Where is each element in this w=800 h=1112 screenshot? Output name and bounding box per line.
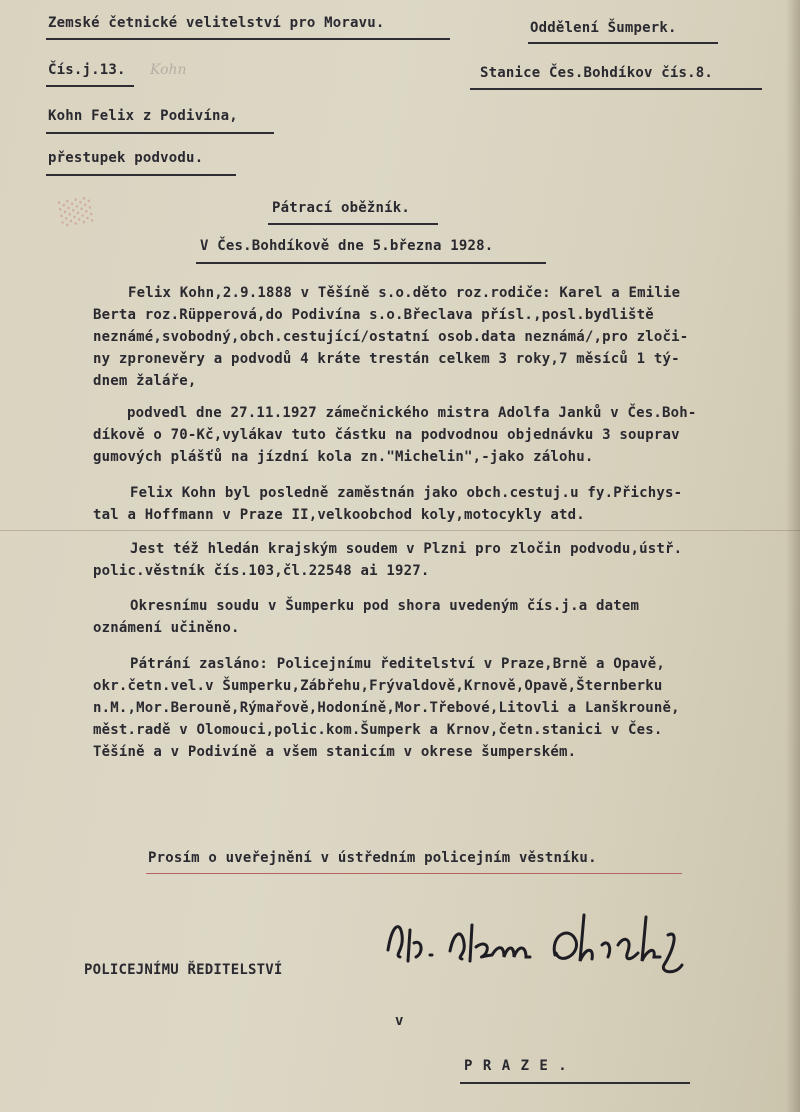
reference-number: Čís.j.13. (48, 62, 126, 78)
recipient-city: P R A Z E . (464, 1058, 568, 1074)
recipient-line: POLICEJNÍMU ŘEDITELSTVÍ (84, 962, 283, 978)
department-underline (528, 42, 718, 44)
department-heading: Oddělení Šumperk. (530, 20, 677, 36)
recipient-preposition: v (395, 1013, 404, 1029)
document-title: Pátrací oběžník. (272, 200, 411, 216)
body-line: měst.radě v Olomouci,polic.kom.Šumperk a Krnov,četn.stanici v Čes. (93, 722, 663, 738)
body-line: Berta roz.Rüpperová,do Podivína s.o.Břeclava přísl.,posl.bydliště (93, 307, 654, 323)
body-line: díkově o 70-Kč,vylákav tuto částku na podvodnou objednávku 3 souprav (93, 427, 680, 443)
body-line: ny zpronevěry a podvodů 4 kráte trestán celkem 3 roky,7 měsíců 1 tý- (93, 351, 680, 367)
publication-request: Prosím o uveřejnění v ústředním policejním věstníku. (148, 850, 597, 866)
reference-underline (46, 85, 134, 87)
body-line: okr.četn.vel.v Šumperku,Zábřehu,Frývaldově,Krnově,Opavě,Šternberku (93, 678, 663, 694)
handwritten-signature (380, 895, 700, 985)
body-line: neznámé,svobodný,obch.cestující/ostatní osob.data neznámá/,pro zloči- (93, 329, 689, 345)
station-heading: Stanice Čes.Bohdíkov čís.8. (480, 65, 713, 81)
body-line: Pátrání zasláno: Policejnímu ředitelství v Praze,Brně a Opavě, (130, 656, 665, 672)
body-line: Jest též hledán krajským soudem v Plzni pro zločin podvodu,ústř. (130, 541, 683, 557)
body-line: gumových plášťů na jízdní kola zn."Michelin",-jako zálohu. (93, 449, 594, 465)
subject-underline (46, 132, 274, 134)
body-line: Felix Kohn,2.9.1888 v Těšíně s.o.děto roz.rodiče: Karel a Emilie (128, 285, 681, 301)
body-line: oznámení učiněno. (93, 620, 240, 636)
authority-heading: Zemské četnické velitelství pro Moravu. (48, 15, 385, 31)
authority-underline (46, 38, 450, 40)
paper-fold (0, 530, 800, 531)
body-line: Okresnímu soudu v Šumperku pod shora uvedeným čís.j.a datem (130, 598, 640, 614)
date-line: V Čes.Bohdíkově dne 5.března 1928. (200, 238, 494, 254)
body-line: Těšíně a v Podivíně a všem stanicím v okrese šumperském. (93, 744, 577, 760)
station-underline (470, 88, 762, 90)
title-underline (268, 223, 438, 225)
body-line: Felix Kohn byl posledně zaměstnán jako obch.cestuj.u fy.Přichys- (130, 485, 683, 501)
body-line: polic.věstník čís.103,čl.22548 ai 1927. (93, 563, 430, 579)
body-line: n.M.,Mor.Berouně,Rýmařově,Hodoníně,Mor.Třebové,Litovli a Lanškrouně, (93, 700, 680, 716)
body-line: dnem žaláře, (93, 373, 197, 389)
offense-underline (46, 174, 236, 176)
paper-edge-shadow (786, 0, 800, 1112)
city-underline (460, 1082, 690, 1084)
offense-label: přestupek podvodu. (48, 150, 204, 166)
pencil-mark: Kohn (150, 62, 187, 78)
body-line: podvedl dne 27.11.1927 zámečnického mistra Adolfa Janků v Čes.Boh- (127, 405, 697, 421)
body-line: tal a Hoffmann v Praze II,velkoobchod koly,motocykly atd. (93, 507, 585, 523)
request-underline (146, 873, 682, 874)
stamp-mark: ░░ (58, 197, 96, 228)
subject-name: Kohn Felix z Podivína, (48, 108, 238, 124)
date-underline (196, 262, 546, 264)
